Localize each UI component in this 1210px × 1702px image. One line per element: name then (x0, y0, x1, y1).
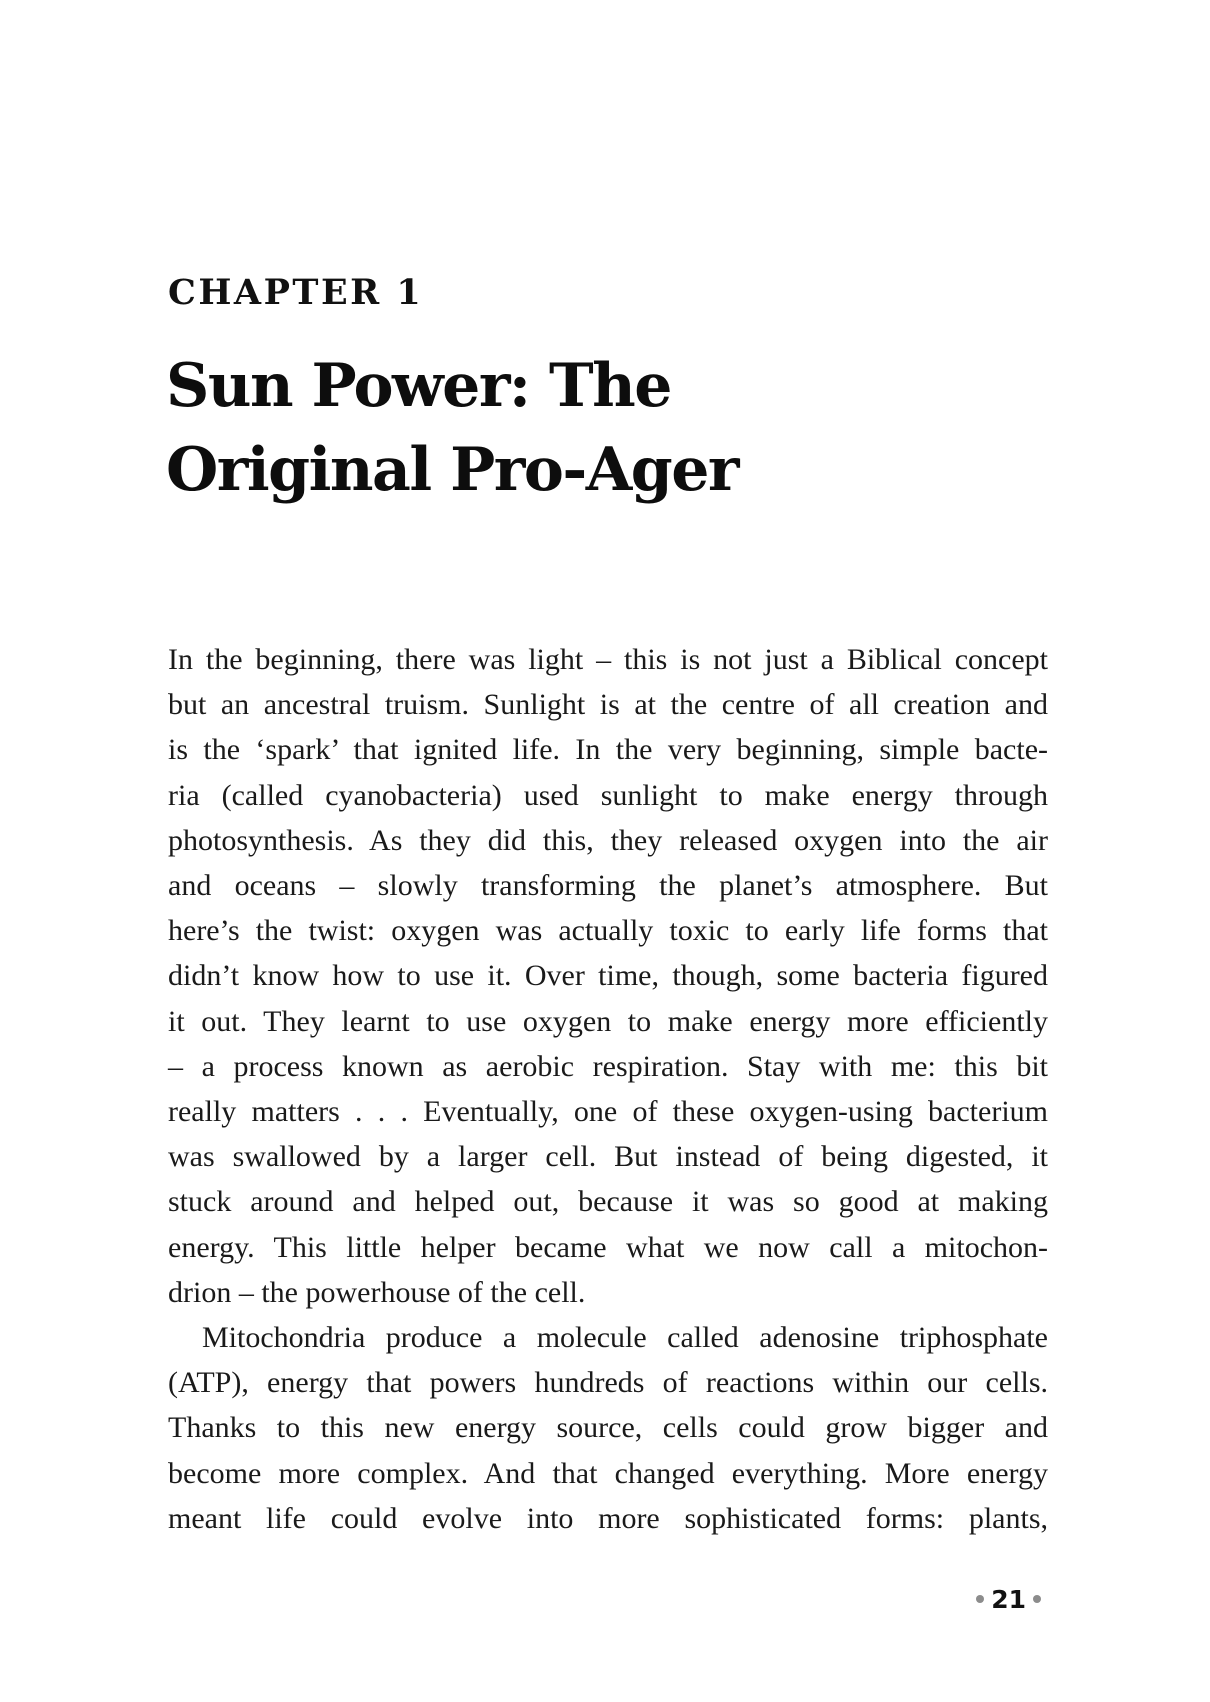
paragraph-2 (168, 1315, 1048, 1541)
chapter-title-line: Original Pro-Ager (166, 435, 739, 505)
bullet-dot-icon (1033, 1595, 1041, 1603)
text-line: was swallowed by a larger cell. But instead of being digested, it (168, 1140, 1048, 1174)
text-line: energy. This little helper became what we now call a mitochon- (168, 1230, 1048, 1264)
page-number-footer (966, 1585, 1048, 1614)
text-line: become more complex. And that changed everything. More energy (168, 1456, 1048, 1490)
text-line: In the beginning, there was light – this is not just a Biblical concept (168, 643, 1048, 676)
text-line: really matters . . . Eventually, one of these oxygen-using bacterium (168, 1095, 1048, 1129)
text-line: is the ‘spark’ that ignited life. In the very beginning, simple bacte- (168, 733, 1048, 767)
text-line: stuck around and helped out, because it was so good at making (168, 1185, 1048, 1219)
text-line: Thanks to this new energy source, cells could grow bigger and (168, 1411, 1048, 1445)
text-line: Mitochondria produce a molecule called adenosine triphosphate (202, 1321, 1048, 1355)
body-text (168, 637, 1048, 1541)
chapter-title (166, 344, 738, 512)
chapter-label: CHAPTER 1 (168, 272, 424, 313)
text-line: photosynthesis. As they did this, they released oxygen into the air (168, 823, 1048, 857)
text-line: meant life could evolve into more sophisticated forms: plants, (168, 1501, 1048, 1535)
text-line: (ATP), energy that powers hundreds of reactions within our cells. (168, 1366, 1048, 1400)
text-line: didn’t know how to use it. Over time, though, some bacteria figured (168, 959, 1048, 993)
text-line: it out. They learnt to use oxygen to make energy more efficiently (168, 1004, 1048, 1038)
text-line: here’s the twist: oxygen was actually toxic to early life forms that (168, 914, 1048, 948)
chapter-title-line: Sun Power: The (166, 351, 671, 421)
page-number: 21 (991, 1585, 1026, 1614)
text-line: – a process known as aerobic respiration. Stay with me: this bit (168, 1049, 1048, 1083)
text-line: drion – the powerhouse of the cell. (168, 1275, 586, 1309)
text-line: but an ancestral truism. Sunlight is at the centre of all creation and (168, 688, 1048, 722)
paragraph-1 (168, 637, 1048, 1315)
bullet-dot-icon (976, 1595, 984, 1603)
text-line: and oceans – slowly transforming the planet’s atmosphere. But (168, 869, 1048, 903)
text-line: ria (called cyanobacteria) used sunlight to make energy through (168, 778, 1048, 812)
